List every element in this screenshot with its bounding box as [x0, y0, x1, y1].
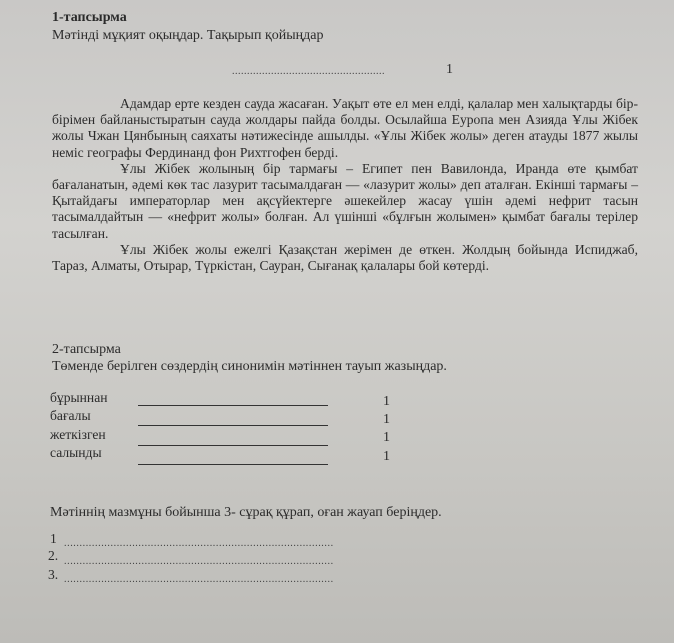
title-answer-line[interactable]: ................................................... [232, 66, 385, 77]
synonym-word: салынды [50, 445, 102, 460]
synonym-score: 1 [383, 449, 390, 464]
task1-score: 1 [446, 62, 453, 77]
paragraph-1: Адамдар ерте кезден сауда жасаған. Уақыт өте ел мен елді, қалалар мен халықтарды бір-бірімен байланыстыратын сауда жолдары пайда болды. Осылайша Еуропа мен Азияда Ұлы Жібек жолы Чжан Цянбының саяхаты нәтижесінде ашылды. «Ұлы Жібек жолы» деген атауды 1877 жылы неміс географы Фердинанд фон Рихтгофен берді. [52, 96, 638, 160]
synonym-answer-line[interactable] [138, 445, 328, 446]
task1-title: 1-тапсырма [52, 10, 127, 25]
synonym-score: 1 [383, 394, 390, 409]
question-number: 2. [48, 548, 59, 563]
paragraph-2: Ұлы Жібек жолының бір тармағы – Египет пен Вавилонда, Иранда өте қымбат бағаланатын, әдемі көк тас лазурит тасымалдаған — «лазурит жолы» деп аталған. Екінші тармағы – Қытайдағы императорлар мен ақсүйектерге әшекейлер жасау үшін әдемі нефрит тасын тасымалдайтын — «нефрит жолы» болған. Ал үшінші «бұлғын жолымен» қымбат бағалы терілер тасылған. [52, 160, 638, 241]
question-answer-line[interactable]: ....................................................................................... [64, 538, 334, 549]
question-number: 1 [50, 531, 57, 546]
task3-instruction: Мәтіннің мазмұны бойынша 3- сұрақ құрап, оған жауап беріңдер. [50, 505, 442, 520]
question-answer-line[interactable]: ....................................................................................... [64, 574, 334, 585]
synonym-answer-line[interactable] [138, 425, 328, 426]
task1-instruction: Мәтінді мұқият оқыңдар. Тақырып қойыңдар [52, 28, 324, 43]
question-number: 3. [48, 567, 59, 582]
reading-text [52, 96, 638, 274]
synonym-score: 1 [383, 412, 390, 427]
question-answer-line[interactable]: ....................................................................................... [64, 556, 334, 567]
task2-title: 2-тапсырма [52, 342, 121, 357]
synonym-answer-line[interactable] [138, 405, 328, 406]
synonym-score: 1 [383, 430, 390, 445]
synonym-word: жеткізген [50, 427, 106, 442]
paragraph-3: Ұлы Жібек жолы ежелгі Қазақстан жерімен де өткен. Жолдың бойында Испиджаб, Тараз, Алматы, Отырар, Түркістан, Сауран, Сығанақ қалалары бой көтерді. [52, 241, 638, 274]
synonym-word: бұрыннан [50, 390, 108, 405]
synonym-word: бағалы [50, 408, 91, 423]
task2-instruction: Төменде берілген сөздердің синонимін мәтіннен тауып жазыңдар. [52, 359, 447, 374]
synonym-answer-line[interactable] [138, 464, 328, 465]
